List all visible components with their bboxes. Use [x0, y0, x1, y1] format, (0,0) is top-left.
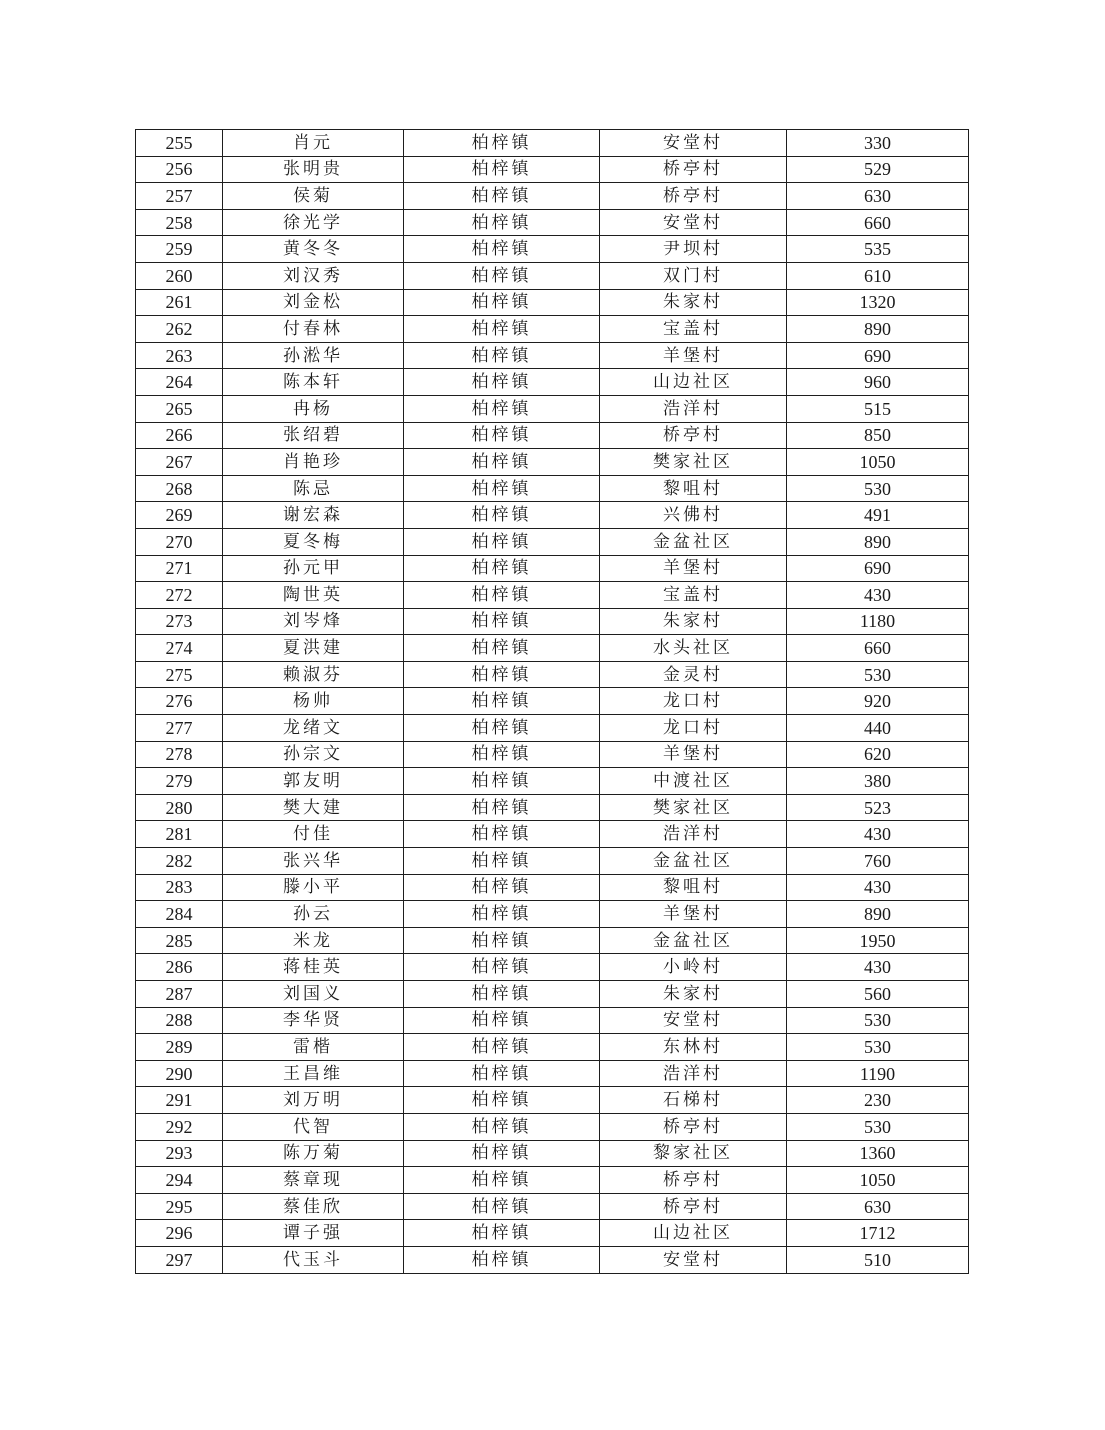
name-cell: 李华贤: [223, 1007, 404, 1034]
row-number-cell: 271: [136, 555, 223, 582]
name-cell: 孙淞华: [223, 342, 404, 369]
name-cell: 谢宏森: [223, 502, 404, 529]
row-number-cell: 282: [136, 848, 223, 875]
row-number-cell: 279: [136, 768, 223, 795]
amount-cell: 850: [787, 422, 969, 449]
village-cell: 龙口村: [600, 688, 787, 715]
name-cell: 陶世英: [223, 582, 404, 609]
table-row: [136, 582, 969, 609]
table-row: [136, 927, 969, 954]
amount-cell: 890: [787, 528, 969, 555]
town-cell: 柏梓镇: [404, 768, 600, 795]
row-number-cell: 278: [136, 741, 223, 768]
amount-cell: 1180: [787, 608, 969, 635]
row-number-cell: 256: [136, 156, 223, 183]
amount-cell: 440: [787, 715, 969, 742]
town-cell: 柏梓镇: [404, 954, 600, 981]
village-cell: 羊堡村: [600, 555, 787, 582]
town-cell: 柏梓镇: [404, 1113, 600, 1140]
name-cell: 冉杨: [223, 395, 404, 422]
row-number-cell: 287: [136, 981, 223, 1008]
name-cell: 刘金松: [223, 289, 404, 316]
name-cell: 孙云: [223, 901, 404, 928]
town-cell: 柏梓镇: [404, 1007, 600, 1034]
town-cell: 柏梓镇: [404, 688, 600, 715]
row-number-cell: 273: [136, 608, 223, 635]
name-cell: 刘岑烽: [223, 608, 404, 635]
table-row: [136, 1087, 969, 1114]
town-cell: 柏梓镇: [404, 1246, 600, 1273]
amount-cell: 430: [787, 954, 969, 981]
name-cell: 雷楷: [223, 1034, 404, 1061]
table-row: [136, 130, 969, 157]
town-cell: 柏梓镇: [404, 981, 600, 1008]
row-number-cell: 285: [136, 927, 223, 954]
name-cell: 郭友明: [223, 768, 404, 795]
table-row: [136, 715, 969, 742]
table-row: [136, 289, 969, 316]
village-cell: 安堂村: [600, 1007, 787, 1034]
name-cell: 陈本轩: [223, 369, 404, 396]
amount-cell: 760: [787, 848, 969, 875]
name-cell: 谭子强: [223, 1220, 404, 1247]
name-cell: 赖淑芬: [223, 661, 404, 688]
village-cell: 黎咀村: [600, 475, 787, 502]
town-cell: 柏梓镇: [404, 1087, 600, 1114]
row-number-cell: 283: [136, 874, 223, 901]
table-row: [136, 316, 969, 343]
village-cell: 宝盖村: [600, 582, 787, 609]
table-row: [136, 395, 969, 422]
row-number-cell: 270: [136, 528, 223, 555]
amount-cell: 530: [787, 1034, 969, 1061]
village-cell: 浩洋村: [600, 395, 787, 422]
row-number-cell: 264: [136, 369, 223, 396]
name-cell: 徐光学: [223, 209, 404, 236]
row-number-cell: 295: [136, 1193, 223, 1220]
village-cell: 朱家村: [600, 289, 787, 316]
village-cell: 金盆社区: [600, 927, 787, 954]
table-row: [136, 502, 969, 529]
table-row: [136, 954, 969, 981]
amount-cell: 690: [787, 555, 969, 582]
amount-cell: 530: [787, 1007, 969, 1034]
amount-cell: 510: [787, 1246, 969, 1273]
amount-cell: 530: [787, 1113, 969, 1140]
name-cell: 滕小平: [223, 874, 404, 901]
table-row: [136, 1007, 969, 1034]
name-cell: 张明贵: [223, 156, 404, 183]
village-cell: 金盆社区: [600, 848, 787, 875]
town-cell: 柏梓镇: [404, 502, 600, 529]
row-number-cell: 297: [136, 1246, 223, 1273]
name-cell: 樊大建: [223, 794, 404, 821]
table-row: [136, 608, 969, 635]
village-cell: 安堂村: [600, 209, 787, 236]
row-number-cell: 296: [136, 1220, 223, 1247]
table-row: [136, 688, 969, 715]
amount-cell: 890: [787, 901, 969, 928]
village-cell: 桥亭村: [600, 1193, 787, 1220]
village-cell: 龙口村: [600, 715, 787, 742]
amount-cell: 610: [787, 262, 969, 289]
village-cell: 桥亭村: [600, 1113, 787, 1140]
village-cell: 山边社区: [600, 369, 787, 396]
amount-cell: 535: [787, 236, 969, 263]
amount-cell: 1050: [787, 1167, 969, 1194]
table-row: [136, 528, 969, 555]
village-cell: 朱家村: [600, 981, 787, 1008]
row-number-cell: 277: [136, 715, 223, 742]
town-cell: 柏梓镇: [404, 874, 600, 901]
village-cell: 金灵村: [600, 661, 787, 688]
name-cell: 侯菊: [223, 183, 404, 210]
table-row: [136, 1140, 969, 1167]
table-row: [136, 422, 969, 449]
amount-cell: 560: [787, 981, 969, 1008]
amount-cell: 529: [787, 156, 969, 183]
town-cell: 柏梓镇: [404, 449, 600, 476]
name-cell: 肖艳珍: [223, 449, 404, 476]
amount-cell: 1190: [787, 1060, 969, 1087]
village-cell: 桥亭村: [600, 422, 787, 449]
amount-cell: 660: [787, 209, 969, 236]
village-cell: 羊堡村: [600, 342, 787, 369]
name-cell: 刘国义: [223, 981, 404, 1008]
town-cell: 柏梓镇: [404, 262, 600, 289]
town-cell: 柏梓镇: [404, 1193, 600, 1220]
town-cell: 柏梓镇: [404, 342, 600, 369]
amount-cell: 330: [787, 130, 969, 157]
town-cell: 柏梓镇: [404, 582, 600, 609]
table-row: [136, 741, 969, 768]
town-cell: 柏梓镇: [404, 395, 600, 422]
town-cell: 柏梓镇: [404, 1034, 600, 1061]
row-number-cell: 267: [136, 449, 223, 476]
amount-cell: 430: [787, 821, 969, 848]
row-number-cell: 280: [136, 794, 223, 821]
table-row: [136, 183, 969, 210]
amount-cell: 690: [787, 342, 969, 369]
town-cell: 柏梓镇: [404, 1220, 600, 1247]
name-cell: 杨帅: [223, 688, 404, 715]
name-cell: 代玉斗: [223, 1246, 404, 1273]
town-cell: 柏梓镇: [404, 608, 600, 635]
town-cell: 柏梓镇: [404, 1167, 600, 1194]
table-row: [136, 156, 969, 183]
row-number-cell: 257: [136, 183, 223, 210]
row-number-cell: 286: [136, 954, 223, 981]
amount-cell: 620: [787, 741, 969, 768]
name-cell: 夏冬梅: [223, 528, 404, 555]
table-row: [136, 369, 969, 396]
name-cell: 陈忌: [223, 475, 404, 502]
table-row: [136, 449, 969, 476]
village-cell: 樊家社区: [600, 794, 787, 821]
village-cell: 羊堡村: [600, 901, 787, 928]
amount-cell: 1320: [787, 289, 969, 316]
name-cell: 付春林: [223, 316, 404, 343]
village-cell: 黎咀村: [600, 874, 787, 901]
village-cell: 小岭村: [600, 954, 787, 981]
town-cell: 柏梓镇: [404, 316, 600, 343]
village-cell: 中渡社区: [600, 768, 787, 795]
village-cell: 黎家社区: [600, 1140, 787, 1167]
table-row: [136, 555, 969, 582]
town-cell: 柏梓镇: [404, 130, 600, 157]
table-row: [136, 848, 969, 875]
village-cell: 桥亭村: [600, 183, 787, 210]
row-number-cell: 259: [136, 236, 223, 263]
table-row: [136, 1220, 969, 1247]
table-row: [136, 1167, 969, 1194]
row-number-cell: 291: [136, 1087, 223, 1114]
town-cell: 柏梓镇: [404, 236, 600, 263]
name-cell: 张兴华: [223, 848, 404, 875]
village-cell: 朱家村: [600, 608, 787, 635]
row-number-cell: 261: [136, 289, 223, 316]
row-number-cell: 255: [136, 130, 223, 157]
amount-cell: 491: [787, 502, 969, 529]
amount-cell: 430: [787, 582, 969, 609]
name-cell: 蔡章现: [223, 1167, 404, 1194]
row-number-cell: 275: [136, 661, 223, 688]
table-row: [136, 1113, 969, 1140]
amount-cell: 380: [787, 768, 969, 795]
amount-cell: 630: [787, 1193, 969, 1220]
village-cell: 安堂村: [600, 130, 787, 157]
town-cell: 柏梓镇: [404, 715, 600, 742]
row-number-cell: 289: [136, 1034, 223, 1061]
table-row: [136, 901, 969, 928]
village-cell: 水头社区: [600, 635, 787, 662]
village-cell: 兴佛村: [600, 502, 787, 529]
roster-table-body: [136, 130, 969, 1274]
row-number-cell: 293: [136, 1140, 223, 1167]
table-row: [136, 821, 969, 848]
town-cell: 柏梓镇: [404, 635, 600, 662]
village-cell: 樊家社区: [600, 449, 787, 476]
name-cell: 龙绪文: [223, 715, 404, 742]
name-cell: 代智: [223, 1113, 404, 1140]
amount-cell: 1712: [787, 1220, 969, 1247]
town-cell: 柏梓镇: [404, 209, 600, 236]
row-number-cell: 265: [136, 395, 223, 422]
amount-cell: 960: [787, 369, 969, 396]
town-cell: 柏梓镇: [404, 156, 600, 183]
amount-cell: 630: [787, 183, 969, 210]
town-cell: 柏梓镇: [404, 848, 600, 875]
amount-cell: 430: [787, 874, 969, 901]
table-row: [136, 874, 969, 901]
town-cell: 柏梓镇: [404, 555, 600, 582]
amount-cell: 523: [787, 794, 969, 821]
table-row: [136, 661, 969, 688]
row-number-cell: 288: [136, 1007, 223, 1034]
name-cell: 孙宗文: [223, 741, 404, 768]
town-cell: 柏梓镇: [404, 821, 600, 848]
amount-cell: 530: [787, 475, 969, 502]
amount-cell: 515: [787, 395, 969, 422]
town-cell: 柏梓镇: [404, 901, 600, 928]
town-cell: 柏梓镇: [404, 1060, 600, 1087]
table-row: [136, 981, 969, 1008]
name-cell: 刘万明: [223, 1087, 404, 1114]
village-cell: 金盆社区: [600, 528, 787, 555]
row-number-cell: 281: [136, 821, 223, 848]
amount-cell: 1360: [787, 1140, 969, 1167]
name-cell: 王昌维: [223, 1060, 404, 1087]
village-cell: 山边社区: [600, 1220, 787, 1247]
table-row: [136, 1060, 969, 1087]
amount-cell: 1950: [787, 927, 969, 954]
town-cell: 柏梓镇: [404, 369, 600, 396]
table-row: [136, 262, 969, 289]
name-cell: 蔡佳欣: [223, 1193, 404, 1220]
amount-cell: 920: [787, 688, 969, 715]
name-cell: 米龙: [223, 927, 404, 954]
town-cell: 柏梓镇: [404, 927, 600, 954]
amount-cell: 1050: [787, 449, 969, 476]
name-cell: 孙元甲: [223, 555, 404, 582]
amount-cell: 660: [787, 635, 969, 662]
village-cell: 石梯村: [600, 1087, 787, 1114]
town-cell: 柏梓镇: [404, 475, 600, 502]
village-cell: 桥亭村: [600, 1167, 787, 1194]
village-cell: 东林村: [600, 1034, 787, 1061]
town-cell: 柏梓镇: [404, 1140, 600, 1167]
row-number-cell: 272: [136, 582, 223, 609]
name-cell: 张绍碧: [223, 422, 404, 449]
village-cell: 宝盖村: [600, 316, 787, 343]
town-cell: 柏梓镇: [404, 794, 600, 821]
town-cell: 柏梓镇: [404, 289, 600, 316]
roster-table: [135, 129, 969, 1274]
town-cell: 柏梓镇: [404, 183, 600, 210]
table-row: [136, 768, 969, 795]
amount-cell: 890: [787, 316, 969, 343]
name-cell: 蒋桂英: [223, 954, 404, 981]
table-row: [136, 236, 969, 263]
row-number-cell: 263: [136, 342, 223, 369]
amount-cell: 530: [787, 661, 969, 688]
row-number-cell: 258: [136, 209, 223, 236]
row-number-cell: 268: [136, 475, 223, 502]
table-row: [136, 342, 969, 369]
town-cell: 柏梓镇: [404, 661, 600, 688]
name-cell: 夏洪建: [223, 635, 404, 662]
row-number-cell: 294: [136, 1167, 223, 1194]
town-cell: 柏梓镇: [404, 741, 600, 768]
row-number-cell: 266: [136, 422, 223, 449]
row-number-cell: 276: [136, 688, 223, 715]
town-cell: 柏梓镇: [404, 528, 600, 555]
table-row: [136, 1246, 969, 1273]
row-number-cell: 269: [136, 502, 223, 529]
row-number-cell: 292: [136, 1113, 223, 1140]
village-cell: 浩洋村: [600, 821, 787, 848]
village-cell: 桥亭村: [600, 156, 787, 183]
row-number-cell: 262: [136, 316, 223, 343]
town-cell: 柏梓镇: [404, 422, 600, 449]
village-cell: 尹坝村: [600, 236, 787, 263]
village-cell: 安堂村: [600, 1246, 787, 1273]
name-cell: 陈万菊: [223, 1140, 404, 1167]
village-cell: 羊堡村: [600, 741, 787, 768]
table-row: [136, 1193, 969, 1220]
name-cell: 肖元: [223, 130, 404, 157]
table-row: [136, 794, 969, 821]
table-row: [136, 475, 969, 502]
name-cell: 刘汉秀: [223, 262, 404, 289]
row-number-cell: 260: [136, 262, 223, 289]
table-row: [136, 635, 969, 662]
name-cell: 付佳: [223, 821, 404, 848]
row-number-cell: 274: [136, 635, 223, 662]
amount-cell: 230: [787, 1087, 969, 1114]
village-cell: 浩洋村: [600, 1060, 787, 1087]
row-number-cell: 290: [136, 1060, 223, 1087]
row-number-cell: 284: [136, 901, 223, 928]
name-cell: 黄冬冬: [223, 236, 404, 263]
village-cell: 双门村: [600, 262, 787, 289]
table-row: [136, 1034, 969, 1061]
table-row: [136, 209, 969, 236]
